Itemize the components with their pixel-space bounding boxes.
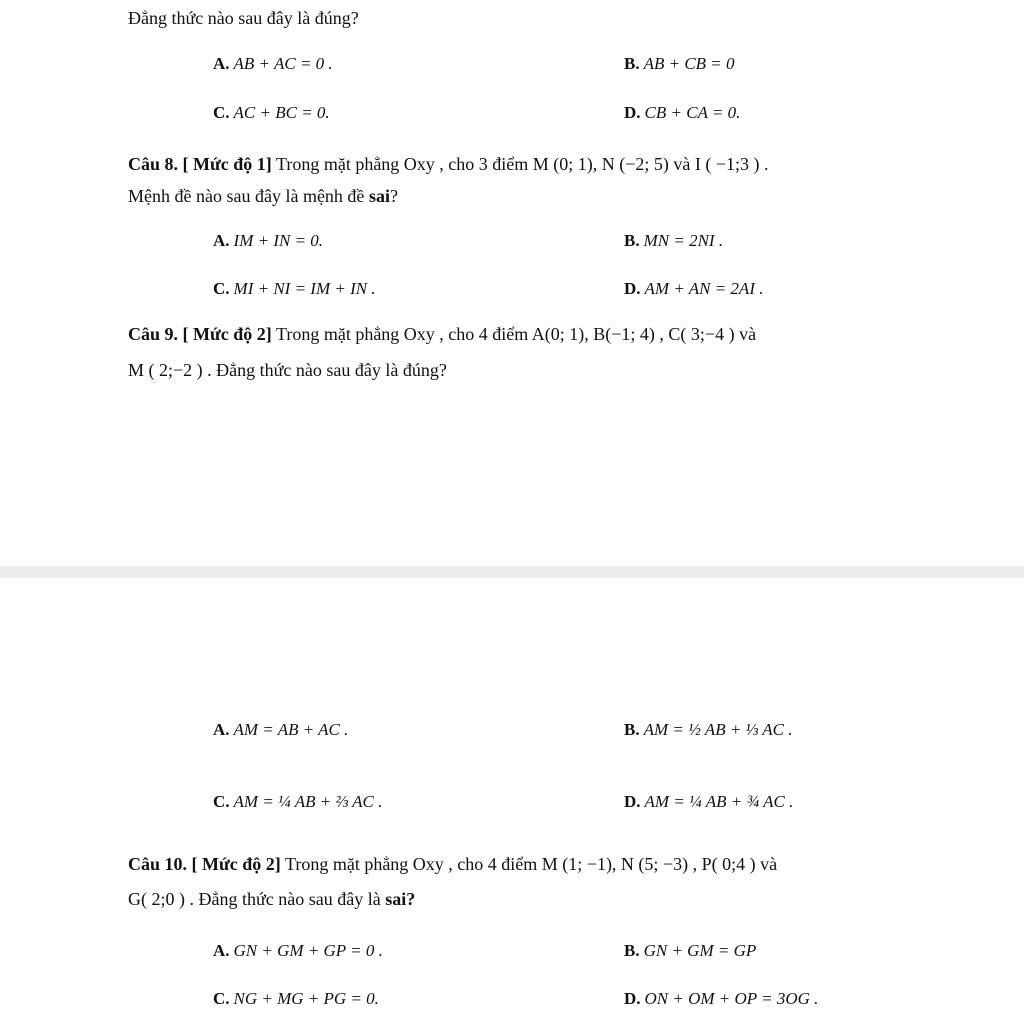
question-text: Trong mặt phẳng Oxy , cho 3 điểm M (0; 1), N (−2; 5) và I ( −1;3 ) . <box>271 154 769 174</box>
option-math: GN + GM + GP = 0 . <box>233 941 383 960</box>
q10-option-c[interactable] <box>213 987 379 1011</box>
difficulty-level: [ Mức độ 2] <box>182 324 272 344</box>
q7-option-a[interactable] <box>213 52 333 76</box>
option-math: AB + CB = 0 <box>643 54 735 73</box>
q9-option-a[interactable] <box>213 718 348 742</box>
q10-option-b[interactable] <box>624 939 756 963</box>
option-label: D. <box>624 279 641 298</box>
option-math: AC + BC = 0. <box>233 103 330 122</box>
q7-option-d[interactable] <box>624 101 740 125</box>
option-label: B. <box>624 231 640 250</box>
option-label: D. <box>624 792 641 811</box>
q7-option-b[interactable] <box>624 52 735 76</box>
option-math: CB + CA = 0. <box>644 103 741 122</box>
q8-option-b[interactable] <box>624 229 723 253</box>
question-text: Trong mặt phẳng Oxy , cho 4 điểm M (1; −1), N (5; −3) , P( 0;4 ) và <box>280 854 778 874</box>
option-label: C. <box>213 103 230 122</box>
option-label: A. <box>213 231 230 250</box>
question-9-stem-line1 <box>128 322 756 346</box>
option-label: C. <box>213 792 230 811</box>
option-math: AM = ¼ AB + ⅔ AC . <box>233 792 383 811</box>
q7-option-c[interactable] <box>213 101 330 125</box>
option-label: C. <box>213 279 230 298</box>
option-label: C. <box>213 989 230 1008</box>
question-9-stem-line2: M ( 2;−2 ) . Đẳng thức nào sau đây là đúng? <box>128 360 447 380</box>
question-text: Mệnh đề nào sau đây là mệnh đề <box>128 186 369 206</box>
option-label: A. <box>213 720 230 739</box>
option-math: GN + GM = GP <box>643 941 757 960</box>
question-mark: ? <box>389 186 398 206</box>
q9-option-b[interactable] <box>624 718 792 742</box>
page-break-separator <box>0 566 1024 578</box>
question-text: Trong mặt phẳng Oxy , cho 4 điểm A(0; 1), B(−1; 4) , C( 3;−4 ) và <box>271 324 757 344</box>
emphasis-word: sai <box>368 186 390 206</box>
q10-option-a[interactable] <box>213 939 383 963</box>
option-label: B. <box>624 720 640 739</box>
question-7-stem: Đẳng thức nào sau đây là đúng? <box>128 8 359 28</box>
option-math: IM + IN = 0. <box>233 231 324 250</box>
option-label: D. <box>624 103 641 122</box>
question-number: Câu 8. <box>128 154 179 174</box>
difficulty-level: [ Mức độ 1] <box>182 154 272 174</box>
option-label: B. <box>624 54 640 73</box>
option-math: AM = ½ AB + ⅓ AC . <box>643 720 793 739</box>
option-math: NG + MG + PG = 0. <box>233 989 379 1008</box>
question-10-stem-line2 <box>128 887 415 911</box>
q8-option-d[interactable] <box>624 277 763 301</box>
option-math: MI + NI = IM + IN . <box>233 279 376 298</box>
option-label: A. <box>213 54 230 73</box>
question-8-stem-line1 <box>128 152 769 176</box>
question-number: Câu 9. <box>128 324 179 344</box>
option-math: AB + AC = 0 . <box>233 54 333 73</box>
question-8-stem-line2 <box>128 184 398 208</box>
q8-option-a[interactable] <box>213 229 323 253</box>
option-math: AM = ¼ AB + ¾ AC . <box>644 792 794 811</box>
difficulty-level: [ Mức độ 2] <box>191 854 281 874</box>
q10-option-d[interactable] <box>624 987 818 1011</box>
option-math: AM = AB + AC . <box>233 720 349 739</box>
q9-option-c[interactable] <box>213 790 382 814</box>
option-label: B. <box>624 941 640 960</box>
option-math: ON + OM + OP = 3OG . <box>644 989 819 1008</box>
q8-option-c[interactable] <box>213 277 376 301</box>
option-label: D. <box>624 989 641 1008</box>
option-math: MN = 2NI . <box>643 231 724 250</box>
emphasis-word: sai? <box>385 889 416 909</box>
question-text: G( 2;0 ) . Đẳng thức nào sau đây là <box>128 889 386 909</box>
option-math: AM + AN = 2AI . <box>644 279 764 298</box>
question-10-stem-line1 <box>128 852 777 876</box>
question-number: Câu 10. <box>128 854 188 874</box>
option-label: A. <box>213 941 230 960</box>
q9-option-d[interactable] <box>624 790 793 814</box>
